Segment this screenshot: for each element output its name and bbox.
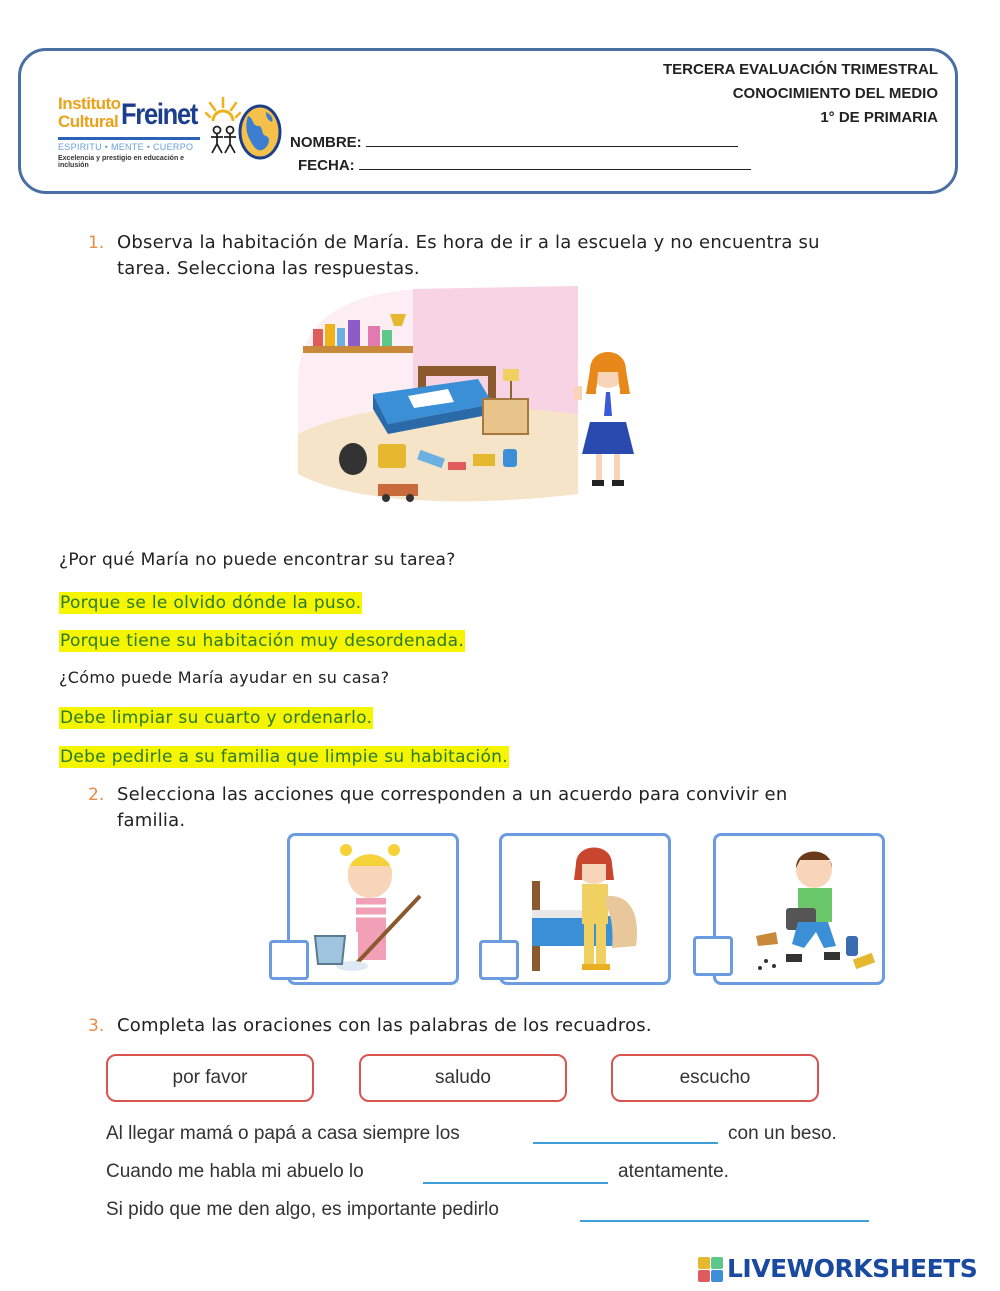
date-field[interactable] [298, 156, 751, 174]
name-field[interactable] [290, 133, 738, 151]
q2-text-line1: Selecciona las acciones que corresponden a un acuerdo para convivir en [117, 784, 788, 805]
date-label: FECHA: [298, 157, 355, 174]
q1a-option-2[interactable]: Porque tiene su habitación muy desordenada. [60, 631, 465, 651]
logo-slogan: Excelencia y prestigio en educación e inclusión [58, 155, 185, 169]
logo-name: Freinet [121, 98, 198, 131]
header-title-line3: 1° DE PRIMARIA [820, 109, 938, 126]
sentence-1-after: con un beso. [728, 1123, 837, 1144]
blank-2-input[interactable] [423, 1156, 608, 1182]
q1b-option-2[interactable]: Debe pedirle a su familia que limpie su habitación. [60, 747, 508, 767]
school-logo [58, 95, 208, 170]
date-underline[interactable] [359, 156, 751, 170]
blank-1-line [533, 1142, 718, 1144]
q3-number: 3. [88, 1016, 105, 1036]
blank-1-input[interactable] [533, 1116, 718, 1142]
girl-making-bed-illustration [502, 836, 668, 982]
q1b-question: ¿Cómo puede María ayudar en su casa? [59, 668, 390, 687]
boy-tablet-illustration [716, 836, 882, 982]
q1a-question: ¿Por qué María no puede encontrar su tarea? [59, 550, 456, 570]
globe-icon [238, 104, 282, 162]
q2-text-line2: familia. [117, 810, 186, 831]
word-box-saludo[interactable]: saludo [359, 1054, 567, 1102]
q3-text: Completa las oraciones con las palabras de los recuadros. [117, 1015, 652, 1036]
girl-mopping-illustration [290, 836, 456, 982]
blank-3-input[interactable] [580, 1194, 869, 1220]
blank-3-line [580, 1220, 869, 1222]
name-label: NOMBRE: [290, 134, 362, 151]
kids-icon [208, 124, 240, 156]
word-box-por-favor[interactable]: por favor [106, 1054, 314, 1102]
action-card-mopping [287, 833, 459, 985]
action-card-making-bed [499, 833, 671, 985]
logo-line2: Cultural [58, 112, 119, 131]
q1-text-line2: tarea. Selecciona las respuestas. [117, 258, 420, 279]
sentence-2-after: atentamente. [618, 1161, 729, 1182]
blank-2-line [423, 1182, 608, 1184]
name-underline[interactable] [366, 133, 738, 147]
header-title-line1: TERCERA EVALUACIÓN TRIMESTRAL [663, 61, 938, 78]
logo-line1: Instituto [58, 94, 121, 113]
header-title-line2: CONOCIMIENTO DEL MEDIO [732, 85, 938, 102]
liveworksheets-brand: LIVEWORKSHEETS [727, 1254, 978, 1283]
checkbox-mopping[interactable] [269, 940, 309, 980]
sun-icon [205, 95, 241, 125]
liveworksheets-logo-icon [698, 1254, 724, 1286]
q1-text-line1: Observa la habitación de María. Es hora de ir a la escuela y no encuentra su [117, 232, 820, 253]
action-card-messy-boy [713, 833, 885, 985]
logo-tagline: ESPIRITU • MENTE • CUERPO [58, 142, 194, 152]
q1b-option-1[interactable]: Debe limpiar su cuarto y ordenarlo. [60, 708, 373, 728]
sentence-3-before: Si pido que me den algo, es importante pedirlo [106, 1199, 499, 1220]
logo-divider [58, 137, 200, 140]
sentence-1-before: Al llegar mamá o papá a casa siempre los [106, 1123, 460, 1144]
checkbox-making-bed[interactable] [479, 940, 519, 980]
sentence-2-before: Cuando me habla mi abuelo lo [106, 1161, 364, 1182]
q2-number: 2. [88, 785, 105, 805]
q1a-option-1[interactable]: Porque se le olvido dónde la puso. [60, 593, 362, 613]
word-box-escucho[interactable]: escucho [611, 1054, 819, 1102]
q1-number: 1. [88, 233, 105, 253]
checkbox-messy-boy[interactable] [693, 936, 733, 976]
messy-room-illustration [278, 284, 643, 506]
